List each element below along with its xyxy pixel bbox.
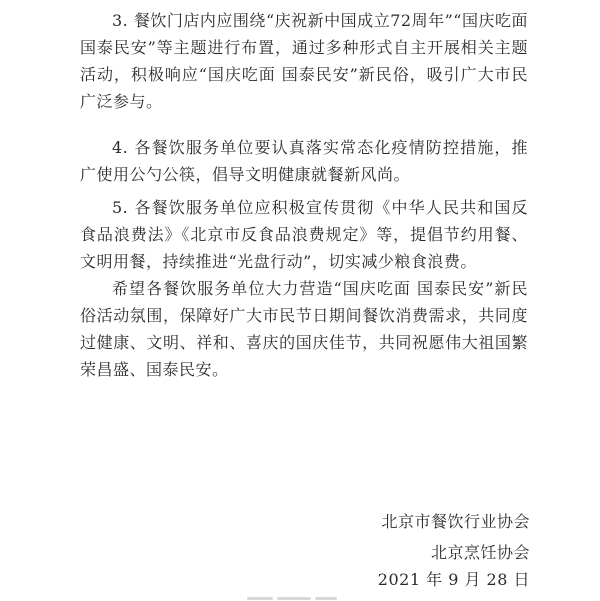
signature-date: 2021 年 9 月 28 日: [377, 570, 530, 589]
closing-paragraph: 希望各餐饮服务单位大力营造“国庆吃面 国泰民安”新民俗活动氛围，保障好广大市民节日期间餐饮消费需求，共同度过健康、文明、祥和、喜庆的国庆佳节，共同祝愿伟大祖国繁荣昌盛、国泰民安。: [80, 279, 528, 379]
signature-org-2: 北京烹饪协会: [430, 543, 530, 562]
paragraph-item-5: 5. 各餐饮服务单位应积极宣传贯彻《中华人民共和国反食品浪费法》《北京市反食品浪费规定》等，提倡节约用餐、文明用餐，持续推进“光盘行动”，切实减少粮食浪费。: [80, 198, 528, 271]
signature-org-1: 北京市餐饮行业协会: [381, 512, 530, 531]
paragraph-item-3: 3. 餐饮门店内应围绕“庆祝新中国成立72周年”“国庆吃面 国泰民安”等主题进行布置，通过多种形式自主开展相关主题活动，积极响应“国庆吃面 国泰民安”新民俗，吸引广大市民广泛参与。: [80, 11, 528, 111]
watermark: [247, 588, 367, 598]
paragraph-item-4: 4. 各餐饮服务单位要认真落实常态化疫情防控措施，推广使用公勺公筷，倡导文明健康就餐新风尚。: [80, 138, 528, 184]
